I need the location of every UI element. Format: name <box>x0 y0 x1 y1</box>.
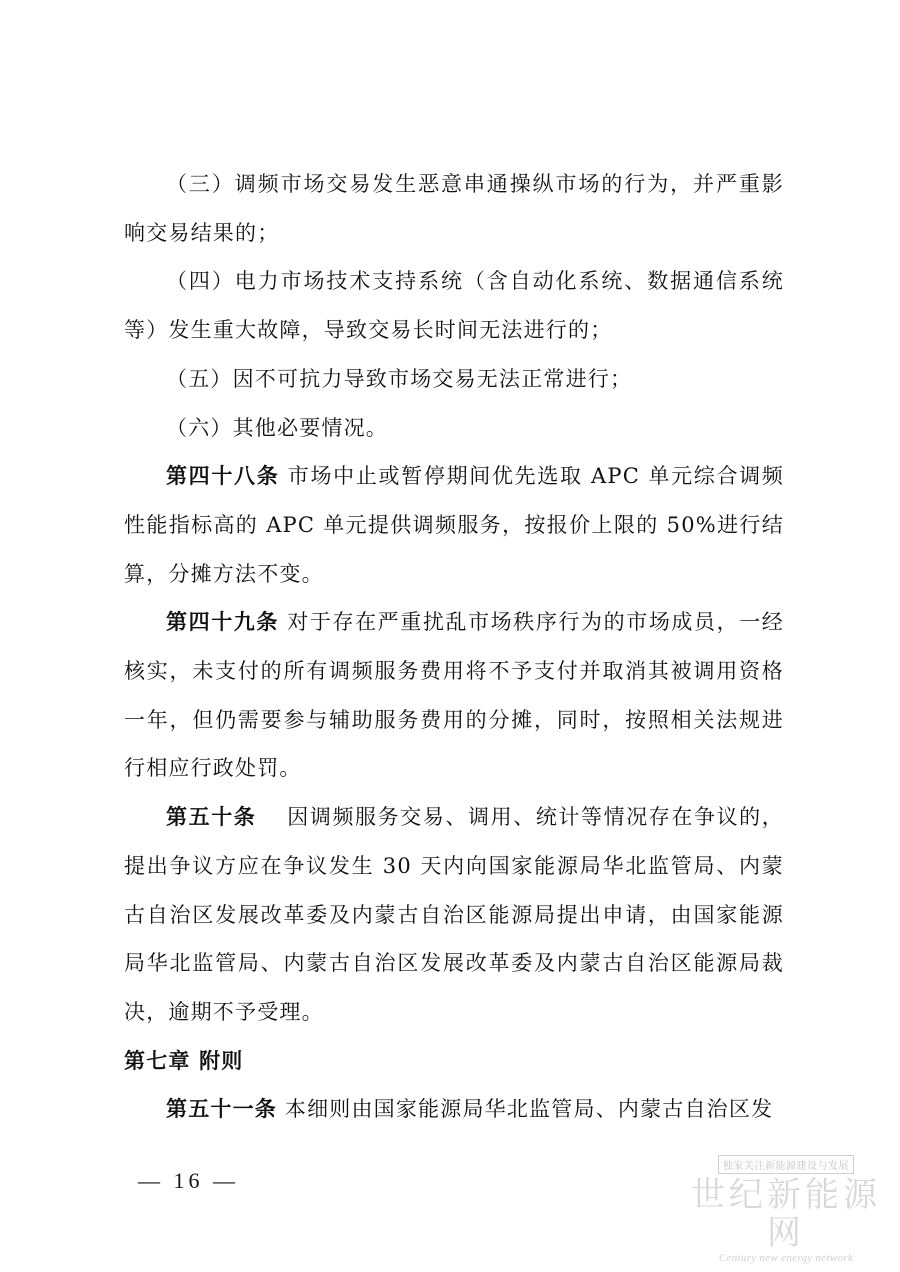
article-label: 第四十八条 <box>166 464 280 489</box>
paragraph-text: （四）电力市场技术支持系统（含自动化系统、数据通信系统等）发生重大故障，导致交易长时间无法进行的； <box>124 269 784 343</box>
body-text <box>124 160 784 1134</box>
paragraph-item-3 <box>124 160 784 257</box>
watermark-tagline: 独家关注新能源建设与发展 <box>718 1155 854 1174</box>
article-text: 本细则由国家能源局华北监管局、内蒙古自治区发 <box>277 1097 774 1122</box>
watermark-logo <box>686 1154 886 1264</box>
article-49 <box>124 598 784 793</box>
article-text: 因调频服务交易、调用、统计等情况存在争议的，提出争议方应在争议发生 30 天内向国家能源局华北监管局、内蒙古自治区发展改革委及内蒙古自治区能源局提出申请，由国家能源局华北监管局、内蒙古自治区发展改革委及内蒙古自治区能源局裁决，逾期不予受理。 <box>124 805 784 1024</box>
paragraph-text: （六）其他必要情况。 <box>166 415 388 440</box>
article-text: 市场中止或暂停期间优先选取 APC 单元综合调频性能指标高的 APC 单元提供调频服务，按报价上限的 50%进行结算，分摊方法不变。 <box>124 464 785 586</box>
page-number: — 16 — <box>138 1168 239 1193</box>
article-label: 第五十条 <box>166 805 257 830</box>
paragraph-item-6 <box>124 404 784 453</box>
paragraph-item-4 <box>124 257 784 354</box>
watermark-subtitle: Century new energy network <box>718 1252 854 1264</box>
article-50 <box>124 793 784 1037</box>
paragraph-text: （三）调频市场交易发生恶意串通操纵市场的行为，并严重影响交易结果的； <box>124 172 784 245</box>
paragraph-item-5 <box>124 355 784 404</box>
article-48 <box>124 452 784 598</box>
article-label: 第四十九条 <box>166 610 279 635</box>
watermark-title: 世纪新能源网 <box>691 1175 881 1253</box>
article-label: 第五十一条 <box>166 1097 277 1122</box>
paragraph-text: （五）因不可抗力导致市场交易无法正常进行； <box>166 366 633 391</box>
article-text: 对于存在严重扰乱市场秩序行为的市场成员，一经核实，未支付的所有调频服务费用将不予支付并取消其被调用资格一年，但仍需要参与辅助服务费用的分摊，同时，按照相关法规进行相应行政处罚。 <box>124 610 785 781</box>
article-51 <box>124 1085 784 1134</box>
chapter-title: 第七章 附则 <box>124 1048 244 1073</box>
